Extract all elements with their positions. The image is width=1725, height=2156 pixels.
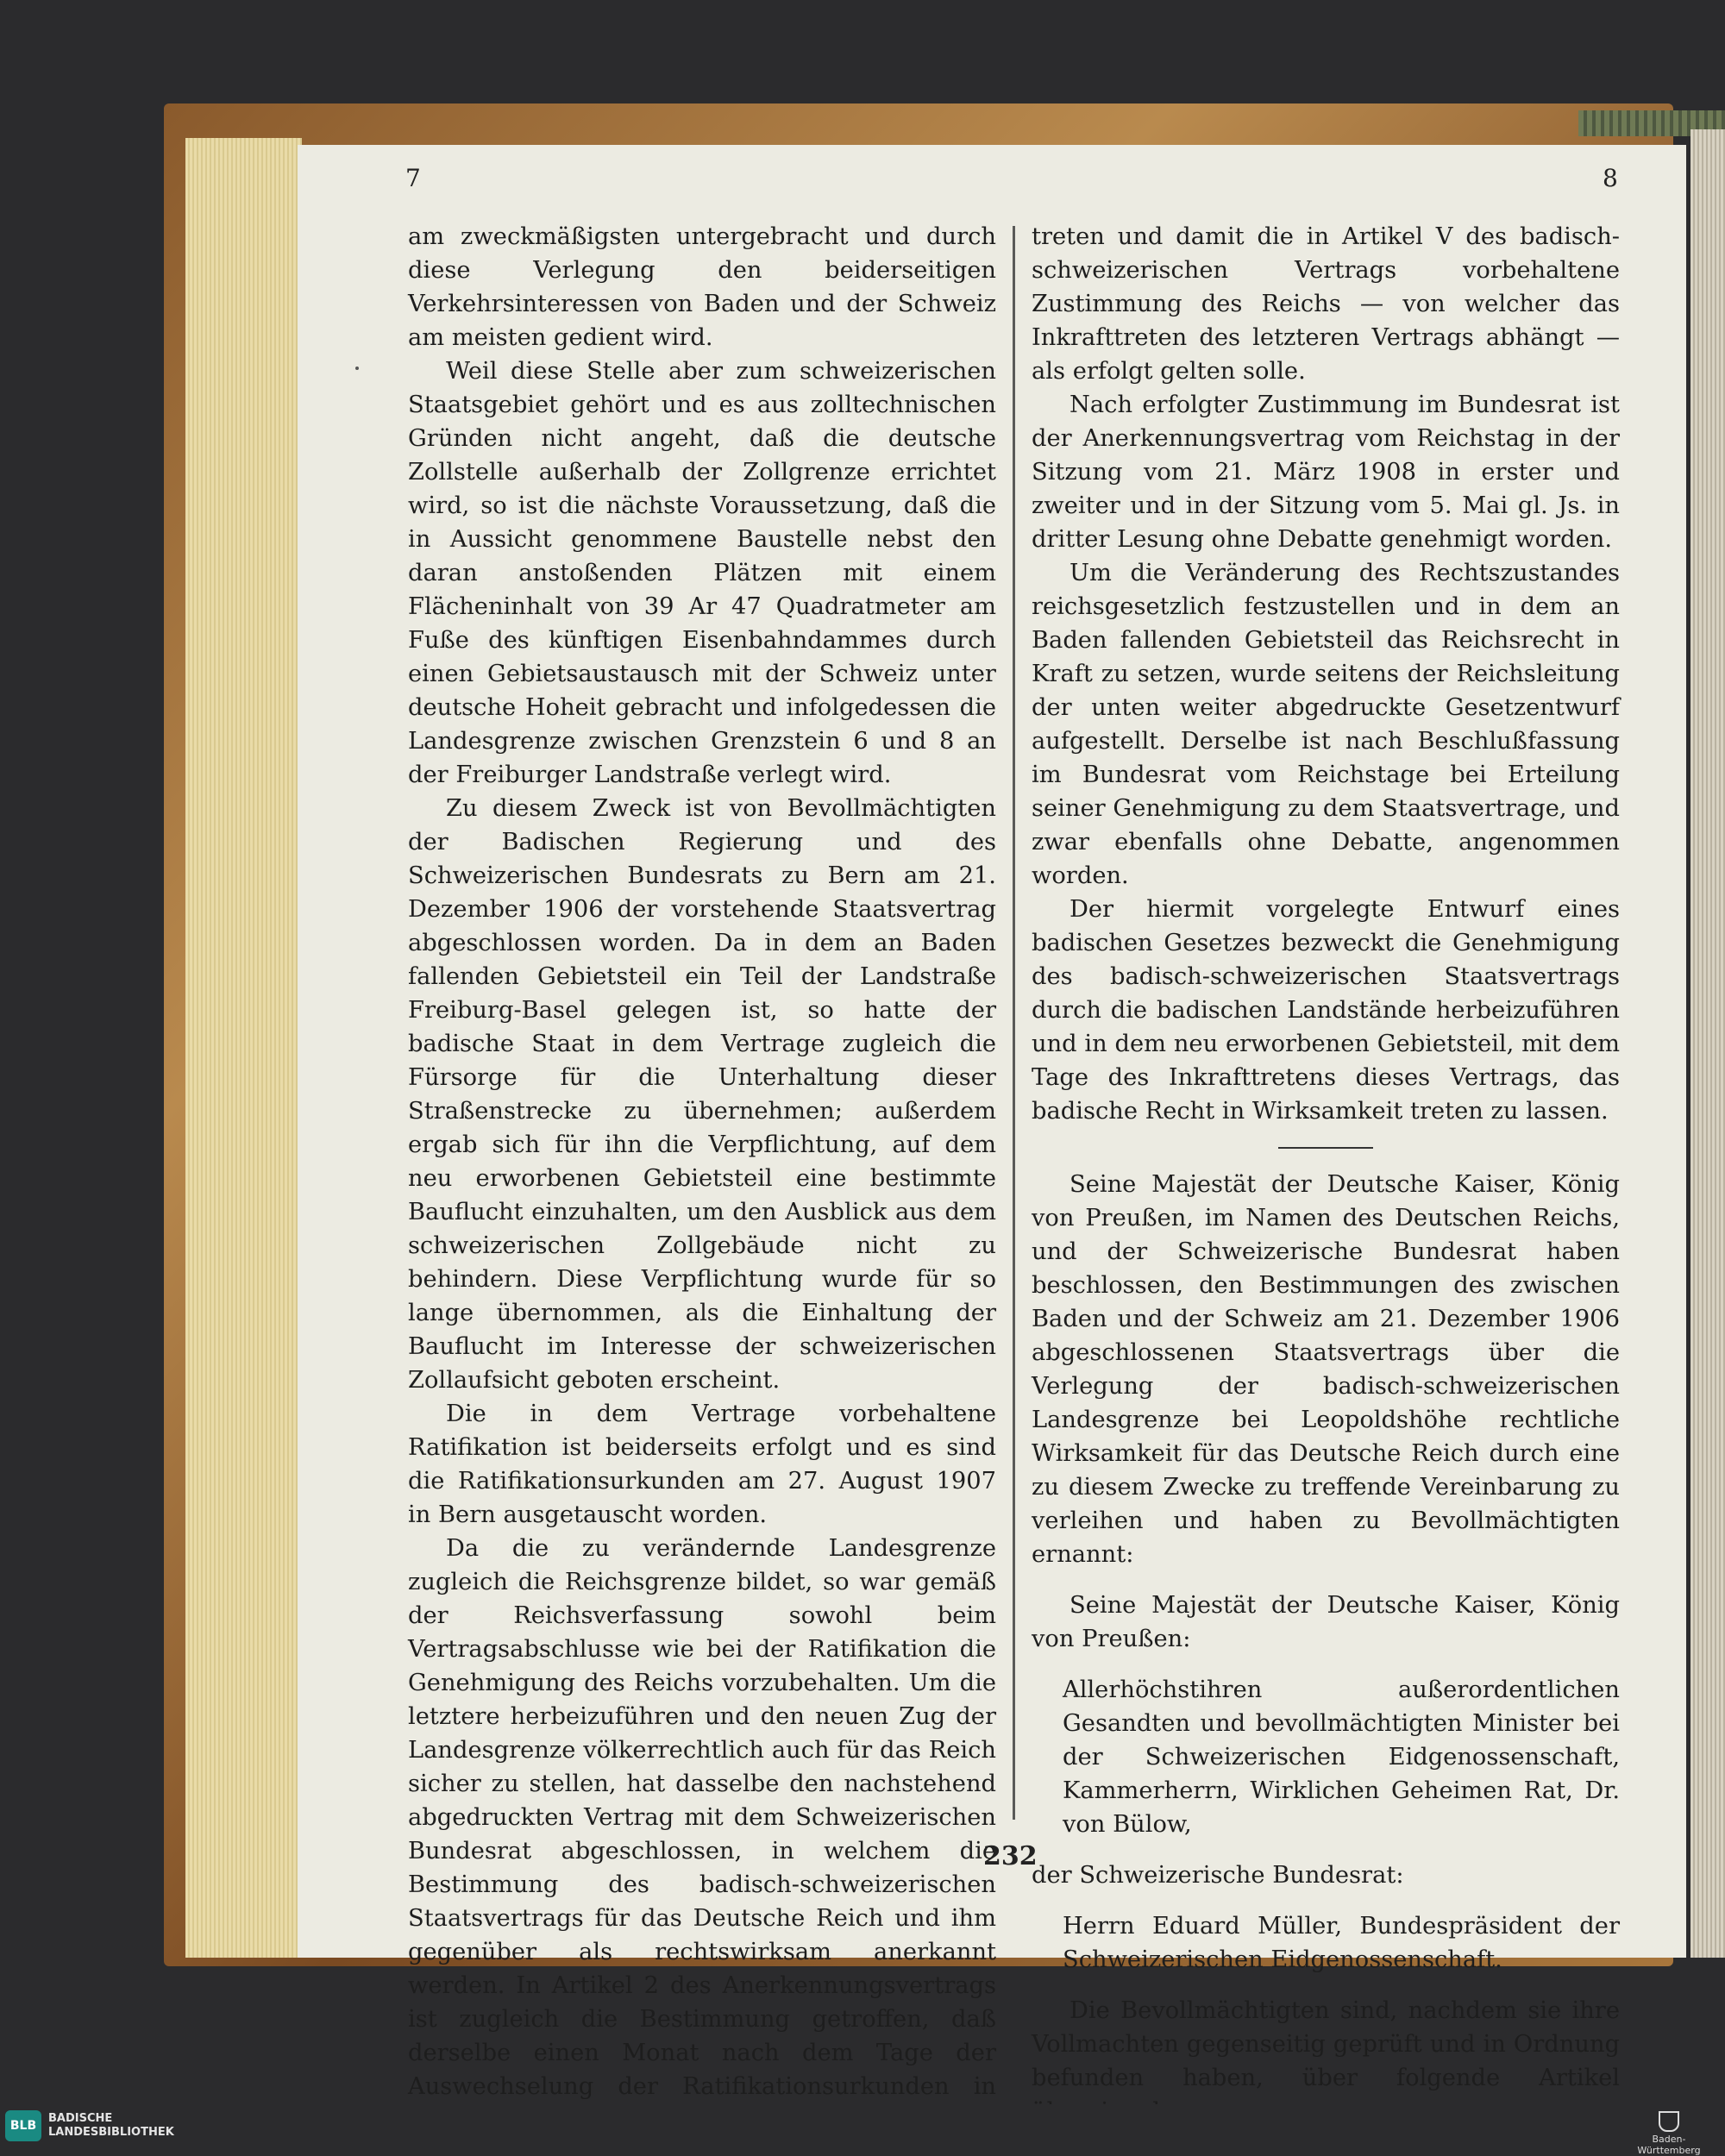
paragraph: Der hiermit vorgelegte Entwurf eines badischen Gesetzes bezweckt die Genehmigung des badisch-schweizerischen Staatsvertrags durch die badischen Landstände herbeizuführen und in dem neu erworbenen Gebietsteil, mit dem Tage des Inkrafttretens dieses Vertrags, das badische Recht in Wirksamkeit treten zu lassen. [1032, 896, 1620, 1125]
page-number-right: 8 [1603, 164, 1618, 192]
page-number-left: 7 [405, 164, 421, 192]
crest-icon [1659, 2111, 1679, 2132]
page-edges-left [185, 138, 302, 1958]
treaty-party-kaiser: Seine Majestät der Deutsche Kaiser, König von Preußen: [1032, 1592, 1620, 1652]
library-line-1: BADISCHE [48, 2112, 113, 2125]
library-name [48, 2112, 174, 2140]
paragraph: Um die Veränderung des Rechtszustandes reichsgesetzlich festzustellen und in dem an Baden fallenden Gebietsteil das Reichsrecht in Kraft zu setzen, wurde seitens der Reichsleitung der unten weiter abgedruckte Gesetzentwurf aufgestellt. Derselbe ist nach Beschlußfassung im Bundesrat vom Reichstage bei Erteilung seiner Genehmigung zu dem Staatsvertrage, und zwar ebenfalls ohne Debatte, angenommen worden. [1032, 560, 1620, 889]
margin-mark [355, 367, 359, 370]
paragraph: Zu diesem Zweck ist von Bevollmächtigten der Badischen Regierung und des Schweizerischen Bundesrats zu Bern am 21. Dezember 1906 der vorstehende Staatsvertrag abgeschlossen worden. Da in dem an Baden fallenden Gebietsteil ein Teil der Landstraße Freiburg-Basel gelegen ist, so hatte der badische Staat in dem Vertrage zugleich die Fürsorge für die Unterhaltung dieser Straßenstrecke zu übernehmen; außerdem ergab sich für ihn die Verpflichtung, auf dem neu erworbenen Gebietsteil eine bestimmte Bauflucht einzuhalten, um den Ausblick aus dem schweizerischen Zollgebäude nicht zu behindern. Diese Verpflichtung wurde für so lange übernommen, als die Einhaltung der Bauflucht im Interesse der schweizerischen Zollaufsicht geboten erscheint. [408, 795, 996, 1394]
paragraph: Weil diese Stelle aber zum schweizerischen Staatsgebiet gehört und es aus zolltechnischen Gründen nicht angeht, daß die deutsche Zollstelle außerhalb der Zollgrenze errichtet wird, so ist die nächste Voraussetzung, daß die in Aussicht genommene Baustelle nebst den daran anstoßenden Plätzen mit einem Flächeninhalt von 39 Ar 47 Quadratmeter am Fuße des künftigen Eisenbahndammes durch einen Gebietsaustausch mit der Schweiz unter deutsche Hoheit gebracht und infolgedessen die Landesgrenze zwischen Grenzstein 6 und 8 an der Freiburger Landstraße verlegt wird. [408, 358, 996, 788]
page-footer-number: 232 [983, 1841, 1038, 1871]
paragraph: Nach erfolgter Zustimmung im Bundesrat ist der Anerkennungsvertrag vom Reichstag in der Sitzung vom 21. März 1908 in erster und zweiter und in der Sitzung vom 5. Mai gl. Js. in dritter Lesung ohne Debatte genehmigt worden. [1032, 392, 1620, 553]
column-divider [1013, 226, 1015, 1820]
library-line-2: LANDESBIBLIOTHEK [48, 2126, 174, 2139]
viewer-footer-bar [0, 2104, 1725, 2147]
state-branding [1622, 2111, 1716, 2156]
right-column [1032, 220, 1620, 2128]
paragraph: Da die zu verändernde Landesgrenze zugleich die Reichsgrenze bildet, so war gemäß der Reichsverfassung sowohl beim Vertragsabschlusse wie bei der Ratifikation die Genehmigung des Reichs vorzubehalten. Um die letztere herbeizuführen und den neuen Zug der Landesgrenze völkerrechtlich auch für das Reich sicher zu stellen, hat dasselbe den nachstehend abgedruckten Vertrag mit dem Schweizerischen Bundesrat abgeschlossen, in welchem die Bestimmung des badisch-schweizerischen Staatsvertrags für das Deutsche Reich und ihm gegenüber als rechtswirksam anerkannt werden. In Artikel 2 des Anerkennungsvertrags ist zugleich die Bestimmung getroffen, daß derselbe einen Monat nach dem Tage der Auswechselung der Ratifikationsurkunden in [408, 1535, 996, 2100]
paragraph: am zweckmäßigsten untergebracht und durch diese Verlegung den beiderseitigen Verkehrsinteressen von Baden und der Schweiz am meisten gedient wird. [408, 223, 996, 351]
state-name: Baden-Württemberg [1637, 2134, 1701, 2156]
treaty-delegate-kaiser: Allerhöchstihren außerordentlichen Gesandten und bevollmächtigten Minister bei der Schweizerischen Eidgenossenschaft, Kammerherrn, Wirklichen Geheimen Rat, Dr. von Bülow, [1063, 1677, 1620, 1838]
treaty-preamble: Seine Majestät der Deutsche Kaiser, König von Preußen, im Namen des Deutschen Reichs, und der Schweizerische Bundesrat haben beschlossen, den Bestimmungen des zwischen Baden und der Schweiz am 21. Dezember 1906 abgeschlossenen Staatsvertrags über die Verlegung der badisch-schweizerischen Landesgrenze bei Leopoldshöhe rechtliche Wirksamkeit für das Deutsche Reich durch eine zu diesem Zwecke zu treffende Vereinbarung zu verleihen und haben zu Bevollmächtigten ernannt: [1032, 1171, 1620, 1568]
treaty-party-bundesrat: der Schweizerische Bundesrat: [1032, 1862, 1404, 1889]
treaty-closing: Die Bevollmächtigten sind, nachdem sie ihre Vollmachten gegenseitig geprüft und in Ordnung befunden haben, über folgende Artikel [1032, 1997, 1620, 2091]
left-column [408, 220, 996, 2137]
paragraph: Die in dem Vertrage vorbehaltene Ratifikation ist beiderseits erfolgt und es sind die Ratifikationsurkunden am 27. August 1907 in Bern ausgetauscht worden. [408, 1401, 996, 1528]
blb-logo: BLB [5, 2110, 41, 2141]
page-edges-right [1690, 129, 1725, 1958]
paragraph: treten und damit die in Artikel V des badisch-schweizerischen Vertrags vorbehaltene Zustimmung des Reichs — von welcher das Inkrafttreten des letzteren Vertrags abhängt — als erfolgt gelten solle. [1032, 223, 1620, 385]
treaty-delegate-bundesrat: Herrn Eduard Müller, Bundespräsident der Schweizerischen Eidgenossenschaft. [1063, 1913, 1620, 1973]
section-rule [1278, 1147, 1373, 1149]
